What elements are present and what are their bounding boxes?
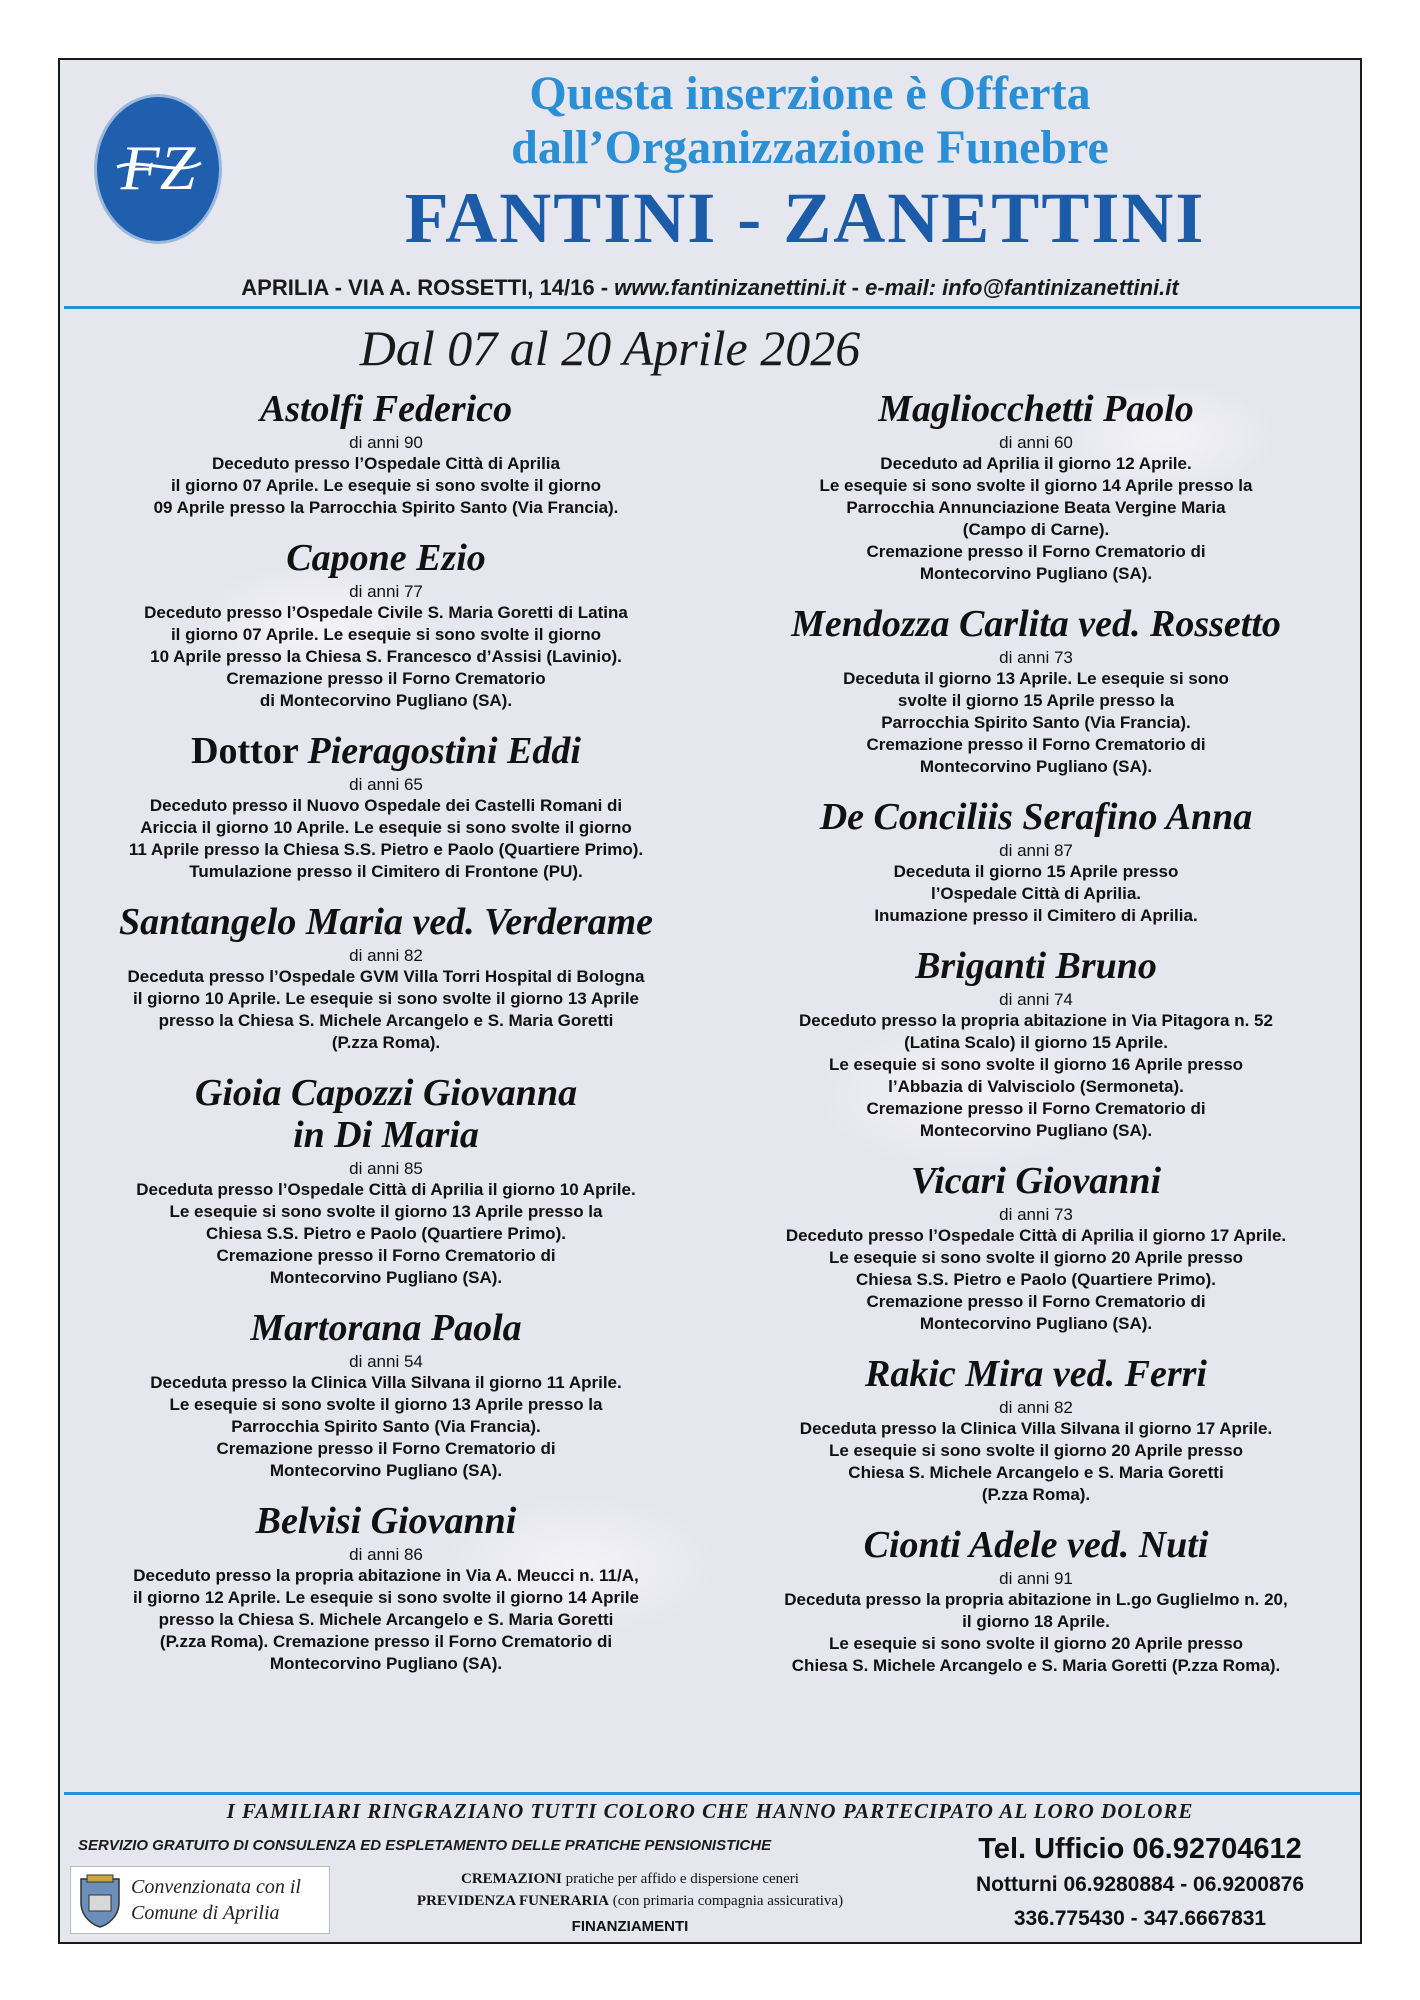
municipality-badge [70,1866,330,1934]
name-text: Vicari Giovanni [910,1160,1162,1202]
header-divider [64,306,1360,309]
obituary-entry [76,1500,696,1675]
website-link[interactable]: www.fantinizanettini.it [614,275,846,300]
age-line: di anni 82 [349,946,423,965]
age-line: di anni 60 [999,433,1073,452]
badge-line-1: Convenzionata con il [131,1876,301,1898]
cremation-line: CREMAZIONI pratiche per affido e dispersione ceneri [461,1871,799,1887]
deceased-name [726,796,1346,838]
details-text: Deceduta presso l’Ospedale GVM Villa Torri Hospital di Bologna il giorno 10 Aprile. Le esequie si sono svolte il giorno 13 Aprile presso la Chiesa S. Michele Arcangelo e S. Maria Goretti (P.zza Roma). [127,967,645,1052]
obituary-entry [726,945,1346,1142]
age-line: di anni 85 [349,1159,423,1178]
extra-services [330,1868,930,1938]
deceased-name [726,603,1346,645]
name-text: Astolfi Federico [259,388,513,430]
deceased-name [76,1072,696,1156]
name-text: De Conciliis Serafino Anna [819,796,1253,838]
obituary-entry [726,388,1346,585]
right-column [726,388,1346,1695]
mobile-phones[interactable]: 336.775430 - 347.6667831 [1013,1907,1267,1930]
providence-line: PREVIDENZA FUNERARIA (con primaria compagnia assicurativa) [416,1893,844,1909]
obituary-entry [76,537,696,712]
badge-line-2: Comune di Aprilia [131,1902,280,1924]
separator: - [594,275,615,300]
offer-line-2: dall’Organizzazione Funebre [511,121,1109,174]
details-text: Deceduto presso il Nuovo Ospedale dei Castelli Romani di Ariccia il giorno 10 Aprile. Le esequie si sono svolte il giorno 11 Aprile presso la Chiesa S.S. Pietro e Paolo (Quartiere Primo). Tumulazione presso il Cimitero di Frontone (PU). [128,796,644,881]
obituary-entry [726,603,1346,778]
service-notice: SERVIZIO GRATUITO DI CONSULENZA ED ESPLETAMENTO DELLE PRATICHE PENSIONISTICHE [78,1837,772,1854]
obituary-entry [76,730,696,883]
obituary-entry [76,388,696,519]
deceased-name [76,1307,696,1349]
company-name: FANTINI - ZANETTINI [404,178,1206,258]
email-link[interactable]: e-mail: info@fantinizanettini.it [865,275,1179,300]
office-phone[interactable]: Tel. Ufficio 06.92704612 [978,1833,1302,1865]
name-text: Mendozza Carlita ved. Rossetto [791,603,1281,645]
details-text: Deceduta il giorno 13 Aprile. Le esequie si sono svolte il giorno 15 Aprile presso la Parrocchia Spirito Santo (Via Francia). Cremazione presso il Forno Crematorio di Montecorvino Pugliano (SA). [843,669,1229,776]
name-text: Santangelo Maria ved. Verderame [118,901,654,943]
age-line: di anni 65 [349,775,423,794]
age-line: di anni 77 [349,582,423,601]
fz-logo-icon [97,97,219,241]
age-line: di anni 82 [999,1398,1073,1417]
age-line: di anni 73 [999,648,1073,667]
announcement-frame [58,58,1362,1944]
obituary-entry [726,1160,1346,1335]
deceased-name [76,388,696,430]
details-text: Deceduto presso l’Ospedale Città di Aprilia il giorno 07 Aprile. Le esequie si sono svolte il giorno 09 Aprile presso la Parrocchia Spirito Santo (Via Francia). [153,454,619,517]
address-text: APRILIA - VIA A. ROSSETTI, 14/16 [241,275,595,300]
name-text: Rakic Mira ved. Ferri [865,1353,1207,1395]
left-column [76,388,696,1693]
name-text: Gioia Capozzi Giovanna in Di Maria [194,1072,578,1156]
obituary-entry [76,1307,696,1482]
period-title: Dal 07 al 20 Aprile 2026 [359,320,861,376]
crest-icon [77,1873,123,1929]
thanks-message: I FAMILIARI RINGRAZIANO TUTTI COLORO CHE HANNO PARTECIPATO AL LORO DOLORE [226,1799,1194,1823]
contact-line [60,274,1360,302]
details-text: Deceduta presso l’Ospedale Città di Aprilia il giorno 10 Aprile. Le esequie si sono svolte il giorno 13 Aprile presso la Chiesa S.S. Pietro e Paolo (Quartiere Primo). Cremazione presso il Forno Crematorio di Montecorvino Pugliano (SA). [136,1180,636,1287]
age-line: di anni 73 [999,1205,1073,1224]
details-text: Deceduta presso la propria abitazione in L.go Guglielmo n. 20, il giorno 18 Aprile. Le esequie si sono svolte il giorno 20 Aprile presso Chiesa S. Michele Arcangelo e S. Maria Goretti (P.zza Roma). [784,1590,1288,1675]
deceased-name [726,388,1346,430]
night-phones[interactable]: Notturni 06.9280884 - 06.9200876 [975,1873,1305,1896]
deceased-name [76,1500,696,1542]
obituary-entry [76,901,696,1054]
name-text: Briganti Bruno [915,945,1157,987]
deceased-name [76,730,696,772]
obituary-entry [726,796,1346,927]
details-text: Deceduto presso l’Ospedale Città di Aprilia il giorno 17 Aprile. Le esequie si sono svolte il giorno 20 Aprile presso Chiesa S.S. Pietro e Paolo (Quartiere Primo). Cremazione presso il Forno Crematorio di Montecorvino Pugliano (SA). [785,1226,1287,1333]
age-line: di anni 86 [349,1545,423,1564]
details-text: Deceduta il giorno 15 Aprile presso l’Ospedale Città di Aprilia. Inumazione presso il Cimitero di Aprilia. [874,862,1198,925]
name-text: Magliocchetti Paolo [878,388,1194,430]
deceased-name [726,945,1346,987]
deceased-name [726,1524,1346,1566]
deceased-name [76,901,696,943]
name-text: Capone Ezio [286,537,486,579]
name-text: Belvisi Giovanni [255,1500,517,1542]
age-line: di anni 74 [999,990,1073,1009]
deceased-name [726,1160,1346,1202]
name-prefix: Dottor [191,730,308,772]
details-text: Deceduto ad Aprilia il giorno 12 Aprile. Le esequie si sono svolte il giorno 14 Aprile presso la Parrocchia Annunciazione Beata Vergine Maria (Campo di Carne). Cremazione presso il Forno Crematorio di Montecorvino Pugliano (SA). [819,454,1253,583]
obituary-entry [726,1353,1346,1506]
name-text: Cionti Adele ved. Nuti [863,1524,1209,1566]
name-text: Martorana Paola [250,1307,522,1349]
phone-block [930,1830,1350,1936]
separator: - [845,275,866,300]
fz-logo [94,94,222,244]
name-text: Pieragostini Eddi [307,730,581,772]
offer-line-1: Questa inserzione è Offerta [529,67,1091,120]
financing-line: FINANZIAMENTI [571,1918,689,1935]
logo-monogram: FZ [120,132,196,203]
details-text: Deceduto presso l’Ospedale Civile S. Maria Goretti di Latina il giorno 07 Aprile. Le esequie si sono svolte il giorno 10 Aprile presso la Chiesa S. Francesco d’Assisi (Lavinio). Cremazione presso il Forno Crematorio di Montecorvino Pugliano (SA). [144,603,628,710]
age-line: di anni 54 [349,1352,423,1371]
age-line: di anni 90 [349,433,423,452]
details-text: Deceduta presso la Clinica Villa Silvana il giorno 17 Aprile. Le esequie si sono svolte il giorno 20 Aprile presso Chiesa S. Michele Arcangelo e S. Maria Goretti (P.zza Roma). [799,1419,1273,1504]
footer-divider [64,1792,1360,1795]
details-text: Deceduta presso la Clinica Villa Silvana il giorno 11 Aprile. Le esequie si sono svolte il giorno 13 Aprile presso la Parrocchia Spirito Santo (Via Francia). Cremazione presso il Forno Crematorio di Montecorvino Pugliano (SA). [150,1373,622,1480]
deceased-name [76,537,696,579]
age-line: di anni 91 [999,1569,1073,1588]
age-line: di anni 87 [999,841,1073,860]
obituary-entry [726,1524,1346,1677]
obituary-entry [76,1072,696,1289]
deceased-name [726,1353,1346,1395]
details-text: Deceduto presso la propria abitazione in Via A. Meucci n. 11/A, il giorno 12 Aprile. Le esequie si sono svolte il giorno 14 Aprile presso la Chiesa S. Michele Arcangelo e S. Maria Goretti (P.zza Roma). Cremazione presso il Forno Crematorio di Montecorvino Pugliano (SA). [132,1566,640,1673]
details-text: Deceduto presso la propria abitazione in Via Pitagora n. 52 (Latina Scalo) il giorno 15 Aprile. Le esequie si sono svolte il giorno 16 Aprile presso l’Abbazia di Valvisciolo (Sermoneta). Cremazione presso il Forno Crematorio di Montecorvino Pugliano (SA). [799,1011,1273,1140]
